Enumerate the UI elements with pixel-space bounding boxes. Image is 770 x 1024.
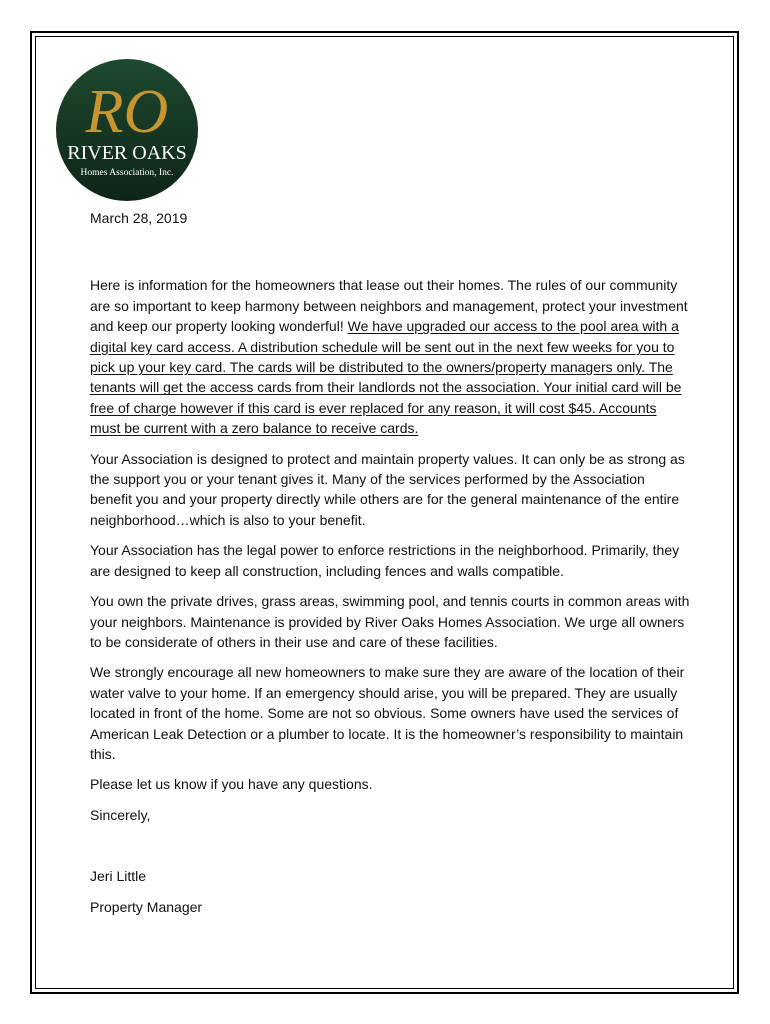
paragraph-water-valve: We strongly encourage all new homeowners to make sure they are aware of the location of their water valve to your home. If an emergency should arise, you will be prepared. They are usually located in front of the home. Some are not so obvious. Some owners have used the services of American Leak Detection or a plumber to locate. It is the homeowner’s responsibility to maintain this. — [90, 664, 685, 762]
letter-date: March 28, 2019 — [90, 210, 188, 226]
paragraph-questions: Please let us know if you have any questions. — [90, 776, 373, 793]
signer-name: Jeri Little — [90, 868, 147, 885]
signer-title: Property Manager — [90, 898, 203, 915]
river-oaks-logo — [55, 58, 199, 202]
logo-monogram: RO — [85, 78, 169, 146]
logo-subtitle: Homes Association, Inc. — [80, 168, 174, 178]
paragraph-association-purpose: Your Association is designed to protect and maintain property values. It can only be as strong as the support you or your tenant gives it. Many of the services performed by the Association benefit you and your property directly while others are for the general maintenance of the entire neighborhood…which is also to your benefit. — [90, 450, 685, 528]
letter-closing: Sincerely, — [90, 806, 151, 823]
paragraph-lease-info-text: Here is information for the homeowners that lease out their homes. The rules of our community are so important to keep harmony between neighbors and management, protect your investment and keep our property looking wonderful! — [90, 277, 688, 335]
letter-body — [90, 208, 690, 917]
logo-name: RIVER OAKS — [67, 142, 187, 164]
key-card-notice: We have upgraded our access to the pool area with a digital key card access. A distribution schedule will be sent out in the next few weeks for you to pick up your key card. The cards will be distributed to the owners/property managers only. The tenants will get the access cards from their landlords not the association. Your initial card will be free of charge however if this card is ever replaced for any reason, it will cost $45. Accounts must be current with a zero balance to receive cards. — [90, 318, 682, 437]
paragraph-legal-power: Your Association has the legal power to enforce restrictions in the neighborhood. Primarily, they are designed to keep all construction, including fences and walls compatible. — [90, 542, 680, 579]
paragraph-lease-info — [90, 275, 690, 438]
paragraph-common-areas: You own the private drives, grass areas, swimming pool, and tennis courts in common areas with your neighbors. Maintenance is provided by River Oaks Homes Association. We urge all owners to be considerate of others in their use and care of these facilities. — [90, 593, 690, 650]
